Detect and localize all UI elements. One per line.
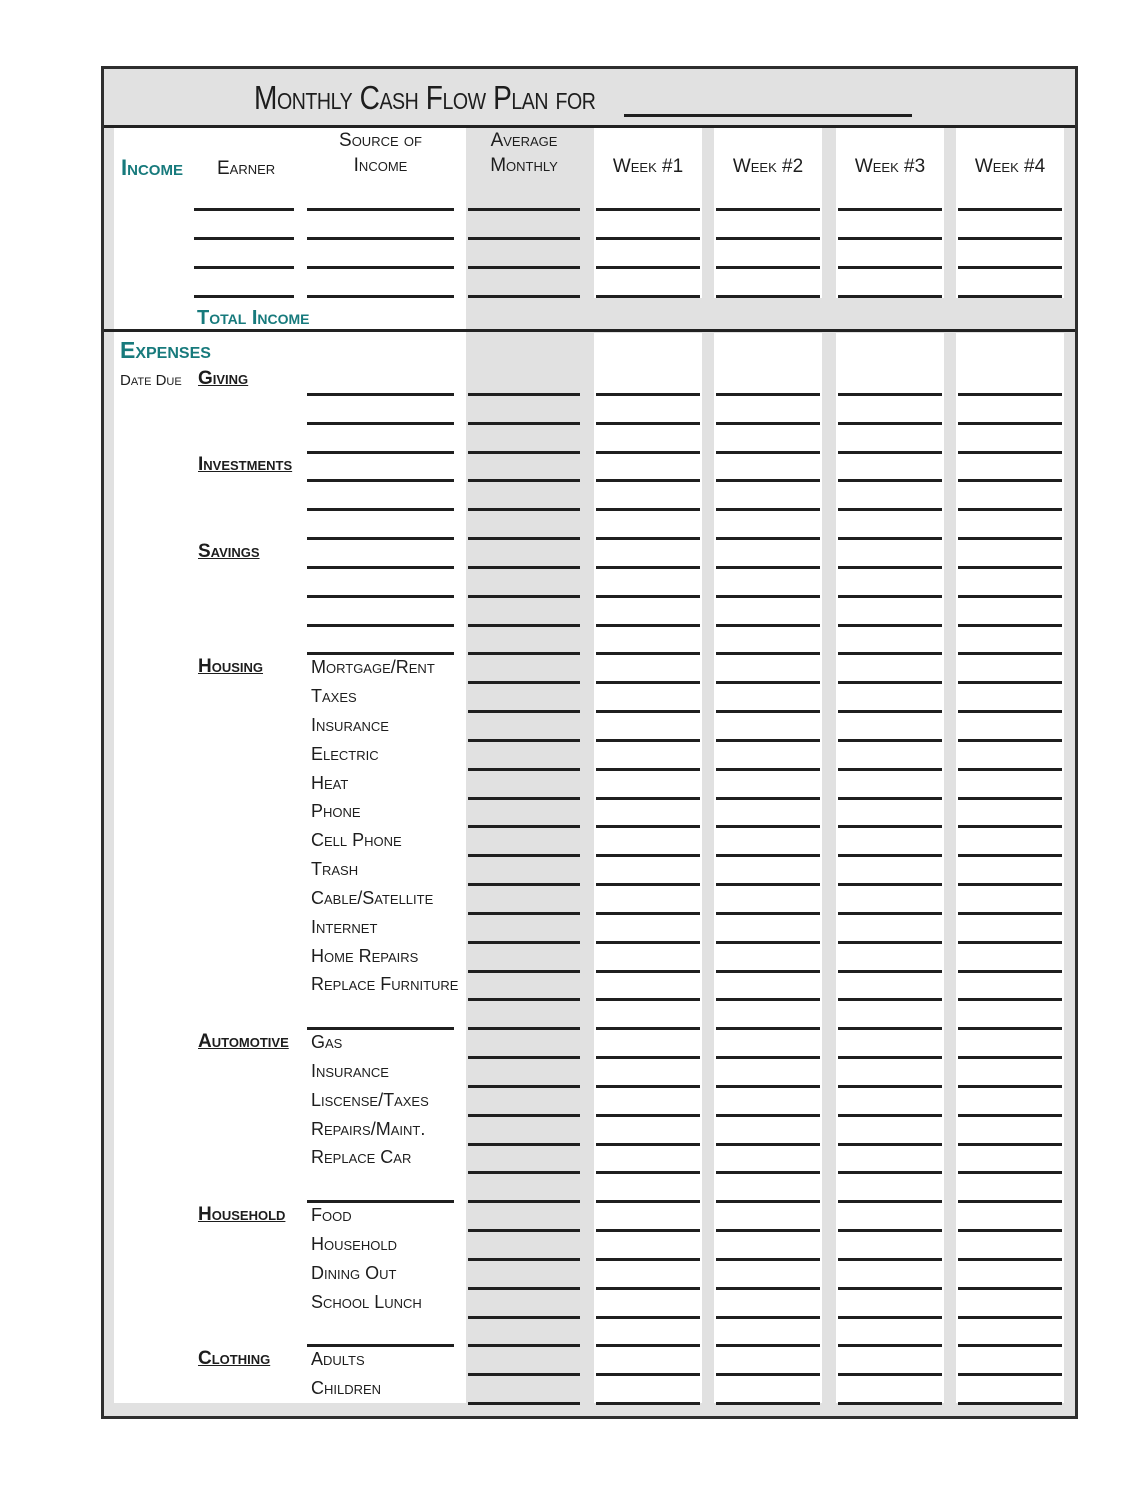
expense-week3-blank-line [838,422,942,425]
expense-item-label: Liscense/Taxes [311,1090,429,1110]
expense-week2-blank-line [716,624,820,627]
expense-week2-blank-line [716,422,820,425]
income-week3-blank-line [838,295,942,298]
expense-week4-blank-line [958,797,1062,800]
source-of-income-column-header [307,128,454,178]
income-week4-blank-line [958,208,1062,211]
expense-week2-blank-line [716,652,820,655]
expense-week3-blank-line [838,1258,942,1261]
expense-week1-blank-line [596,883,700,886]
expense-week1-blank-line [596,912,700,915]
expense-average-monthly-blank-line [468,1114,580,1117]
expense-item-label: Children [311,1378,382,1398]
week1-column-top [594,128,702,298]
expense-source-blank-line [307,1200,454,1203]
expense-week2-blank-line [716,1373,820,1376]
expense-average-monthly-blank-line [468,739,580,742]
expense-item-label: Cable/Satellite [311,888,434,908]
expense-week2-blank-line [716,393,820,396]
expense-week4-blank-line [958,681,1062,684]
expense-week4-blank-line [958,422,1062,425]
expense-average-monthly-blank-line [468,970,580,973]
expense-average-monthly-blank-line [468,768,580,771]
expense-week2-blank-line [716,1316,820,1319]
expense-week2-blank-line [716,1200,820,1203]
income-week3-blank-line [838,208,942,211]
expense-week1-blank-line [596,1171,700,1174]
expense-item-label: Cell Phone [311,830,402,850]
expense-week3-blank-line [838,1056,942,1059]
expense-week4-blank-line [958,624,1062,627]
expense-week2-blank-line [716,825,820,828]
expense-week2-blank-line [716,797,820,800]
expense-source-blank-line [307,652,454,655]
expense-week3-blank-line [838,998,942,1001]
expense-average-monthly-blank-line [468,566,580,569]
expense-week4-blank-line [958,883,1062,886]
cash-flow-worksheet [101,66,1078,1419]
expense-week1-blank-line [596,451,700,454]
expense-week1-blank-line [596,1085,700,1088]
expense-week2-blank-line [716,1114,820,1117]
week3-column-top [836,128,944,298]
expense-week4-blank-line [958,451,1062,454]
expense-item-label: Phone [311,801,361,821]
expense-week4-blank-line [958,825,1062,828]
expense-week4-blank-line [958,1056,1062,1059]
income-section-label: Income [121,155,183,180]
week3-column-header: Week #3 [854,156,926,177]
expense-item-label: Gas [311,1032,343,1052]
expense-week3-blank-line [838,537,942,540]
source-header-line2: Income [353,155,408,176]
expense-average-monthly-blank-line [468,912,580,915]
expense-week3-blank-line [838,1229,942,1232]
expense-week2-blank-line [716,1085,820,1088]
expense-item-label: School Lunch [311,1292,422,1312]
plan-name-blank-line [624,114,912,117]
expense-week2-blank-line [716,912,820,915]
expense-week3-blank-line [838,739,942,742]
expense-average-monthly-blank-line [468,595,580,598]
expense-week4-blank-line [958,854,1062,857]
week2-column-body [714,333,822,1403]
income-week1-blank-line [596,266,700,269]
expense-source-blank-line [307,508,454,511]
expense-average-monthly-blank-line [468,1373,580,1376]
expense-average-monthly-blank-line [468,681,580,684]
expense-week2-blank-line [716,566,820,569]
income-week4-blank-line [958,237,1062,240]
average-monthly-column-header [468,128,580,178]
expense-week3-blank-line [838,825,942,828]
expense-week3-blank-line [838,768,942,771]
week3-column-body [836,333,944,1403]
expense-week3-blank-line [838,797,942,800]
income-week2-blank-line [716,295,820,298]
expense-week4-blank-line [958,1143,1062,1146]
expense-category-savings: Savings [198,541,260,562]
income-week1-blank-line [596,237,700,240]
expense-week2-blank-line [716,768,820,771]
expense-item-label: Dining Out [311,1263,397,1283]
expense-source-blank-line [307,537,454,540]
expense-week4-blank-line [958,1344,1062,1347]
expense-week4-blank-line [958,710,1062,713]
expense-week2-blank-line [716,998,820,1001]
expense-week4-blank-line [958,1287,1062,1290]
expense-average-monthly-blank-line [468,1056,580,1059]
expense-week4-blank-line [958,1229,1062,1232]
expense-average-monthly-blank-line [468,508,580,511]
expense-week1-blank-line [596,681,700,684]
income-week2-blank-line [716,237,820,240]
expense-week1-blank-line [596,1143,700,1146]
expense-week4-blank-line [958,941,1062,944]
expense-average-monthly-blank-line [468,1200,580,1203]
expense-week4-blank-line [958,739,1062,742]
expense-source-blank-line [307,624,454,627]
expense-week3-blank-line [838,941,942,944]
expense-week2-blank-line [716,1143,820,1146]
expense-week3-blank-line [838,681,942,684]
expense-week1-blank-line [596,595,700,598]
expense-item-label: Replace Car [311,1147,412,1167]
expense-week1-blank-line [596,710,700,713]
expense-item-label: Mortgage/Rent [311,657,435,677]
expense-category-housing: Housing [198,656,264,677]
earner-column-header: Earner [217,158,276,179]
expense-week2-blank-line [716,451,820,454]
expense-week4-blank-line [958,912,1062,915]
expense-week3-blank-line [838,1027,942,1030]
expense-week3-blank-line [838,1287,942,1290]
expense-average-monthly-blank-line [468,825,580,828]
expense-week4-blank-line [958,1027,1062,1030]
expense-item-label: Adults [311,1349,365,1369]
expense-week3-blank-line [838,1402,942,1405]
expense-source-blank-line [307,393,454,396]
expense-week2-blank-line [716,710,820,713]
income-source-blank-line [307,237,454,240]
expense-week1-blank-line [596,1027,700,1030]
income-average-monthly-blank-line [468,295,580,298]
income-week2-blank-line [716,266,820,269]
expense-item-label: Household [311,1234,397,1254]
expense-week2-blank-line [716,508,820,511]
income-week1-blank-line [596,208,700,211]
income-week4-blank-line [958,295,1062,298]
expense-week1-blank-line [596,422,700,425]
expense-week2-blank-line [716,739,820,742]
expense-average-monthly-blank-line [468,1171,580,1174]
expense-week2-blank-line [716,1027,820,1030]
expense-item-label: Insurance [311,715,389,735]
income-week4-blank-line [958,266,1062,269]
expense-week2-blank-line [716,1056,820,1059]
expense-week1-blank-line [596,479,700,482]
expense-week4-blank-line [958,652,1062,655]
expense-average-monthly-blank-line [468,422,580,425]
expense-category-investments: Investments [198,454,293,475]
expense-week1-blank-line [596,739,700,742]
expense-average-monthly-blank-line [468,710,580,713]
expense-source-blank-line [307,1027,454,1030]
expense-week1-blank-line [596,652,700,655]
expense-week1-blank-line [596,1402,700,1405]
average-header-line2: Monthly [490,155,558,176]
expense-week1-blank-line [596,1316,700,1319]
expense-average-monthly-blank-line [468,1402,580,1405]
expense-week1-blank-line [596,1373,700,1376]
expense-week3-blank-line [838,1316,942,1319]
expense-week3-blank-line [838,451,942,454]
expense-week1-blank-line [596,1344,700,1347]
expense-source-blank-line [307,479,454,482]
expense-week4-blank-line [958,1316,1062,1319]
expense-week2-blank-line [716,1258,820,1261]
expense-week1-blank-line [596,566,700,569]
income-source-blank-line [307,266,454,269]
expense-average-monthly-blank-line [468,1316,580,1319]
date-due-label: Date Due [120,372,182,389]
header-rule [104,125,1075,128]
expense-item-label: Repairs/Maint. [311,1119,426,1139]
expense-week1-blank-line [596,825,700,828]
expense-week3-blank-line [838,595,942,598]
expense-item-label: Trash [311,859,359,879]
expense-week4-blank-line [958,1171,1062,1174]
expense-week2-blank-line [716,1229,820,1232]
expense-average-monthly-blank-line [468,393,580,396]
expense-source-blank-line [307,451,454,454]
expense-week1-blank-line [596,1258,700,1261]
page-title: Monthly Cash Flow Plan for [254,79,596,116]
expense-average-monthly-blank-line [468,652,580,655]
expense-week2-blank-line [716,941,820,944]
expenses-section-label: Expenses [120,337,211,363]
expense-week2-blank-line [716,1287,820,1290]
expense-item-label: Home Repairs [311,946,419,966]
income-week3-blank-line [838,237,942,240]
expense-week4-blank-line [958,1373,1062,1376]
income-earner-blank-line [194,208,294,211]
expense-average-monthly-blank-line [468,1229,580,1232]
expense-item-label: Electric [311,744,379,764]
expense-average-monthly-blank-line [468,624,580,627]
expense-average-monthly-blank-line [468,883,580,886]
expense-week3-blank-line [838,854,942,857]
expense-average-monthly-blank-line [468,1287,580,1290]
expense-average-monthly-blank-line [468,854,580,857]
week2-column-top [714,128,822,298]
income-week1-blank-line [596,295,700,298]
income-earner-blank-line [194,295,294,298]
expense-category-clothing: Clothing [198,1348,271,1369]
expense-item-label: Replace Furniture [311,974,459,994]
expense-category-giving: Giving [198,368,249,389]
expense-week1-blank-line [596,1287,700,1290]
expense-week1-blank-line [596,970,700,973]
expense-source-blank-line [307,1344,454,1347]
expense-week3-blank-line [838,624,942,627]
expense-week3-blank-line [838,883,942,886]
expense-week3-blank-line [838,1143,942,1146]
expense-category-household: Household [198,1204,286,1225]
expense-week1-blank-line [596,1056,700,1059]
expense-average-monthly-blank-line [468,1143,580,1146]
expense-week2-blank-line [716,479,820,482]
expense-week4-blank-line [958,1402,1062,1405]
expense-week1-blank-line [596,1200,700,1203]
expense-week1-blank-line [596,624,700,627]
expense-week1-blank-line [596,393,700,396]
expense-average-monthly-blank-line [468,1258,580,1261]
expense-week1-blank-line [596,941,700,944]
average-header-line1: Average [490,130,558,151]
expense-week1-blank-line [596,797,700,800]
expense-week3-blank-line [838,912,942,915]
week1-column-header: Week #1 [612,156,684,177]
expense-week3-blank-line [838,1171,942,1174]
expense-week1-blank-line [596,768,700,771]
expense-week4-blank-line [958,1114,1062,1117]
expense-week4-blank-line [958,479,1062,482]
expense-source-blank-line [307,595,454,598]
expense-week2-blank-line [716,537,820,540]
expense-category-automotive: Automotive [198,1031,289,1052]
expense-week2-blank-line [716,1344,820,1347]
income-average-monthly-blank-line [468,266,580,269]
week4-column-top [956,128,1064,298]
total-income-label: Total Income [197,307,310,329]
expense-week4-blank-line [958,508,1062,511]
expense-item-label: Internet [311,917,378,937]
expense-week3-blank-line [838,393,942,396]
expense-week3-blank-line [838,566,942,569]
expense-item-label: Heat [311,773,349,793]
income-week2-blank-line [716,208,820,211]
expense-week4-blank-line [958,1200,1062,1203]
week4-column-header: Week #4 [974,156,1046,177]
expense-item-label: Insurance [311,1061,389,1081]
source-header-line1: Source of [339,130,422,151]
expense-average-monthly-blank-line [468,797,580,800]
expense-week2-blank-line [716,1402,820,1405]
expense-week2-blank-line [716,595,820,598]
income-earner-blank-line [194,237,294,240]
expense-week3-blank-line [838,1373,942,1376]
expense-week4-blank-line [958,1258,1062,1261]
expense-week2-blank-line [716,854,820,857]
expense-average-monthly-blank-line [468,1085,580,1088]
expense-week4-blank-line [958,1085,1062,1088]
expense-week4-blank-line [958,566,1062,569]
expense-average-monthly-blank-line [468,537,580,540]
income-average-monthly-blank-line [468,237,580,240]
expense-week4-blank-line [958,970,1062,973]
expense-item-label: Taxes [311,686,357,706]
income-week3-blank-line [838,266,942,269]
expense-week4-blank-line [958,537,1062,540]
expense-week1-blank-line [596,508,700,511]
expense-source-blank-line [307,422,454,425]
expense-average-monthly-blank-line [468,1027,580,1030]
expense-week4-blank-line [958,768,1062,771]
week1-column-body [594,333,702,1403]
expense-average-monthly-blank-line [468,451,580,454]
income-earner-blank-line [194,266,294,269]
expense-week3-blank-line [838,479,942,482]
expense-week3-blank-line [838,710,942,713]
expense-average-monthly-blank-line [468,479,580,482]
expense-week3-blank-line [838,508,942,511]
expense-week4-blank-line [958,595,1062,598]
expense-average-monthly-blank-line [468,941,580,944]
expense-week2-blank-line [716,883,820,886]
expense-week1-blank-line [596,998,700,1001]
week2-column-header: Week #2 [732,156,804,177]
expense-week3-blank-line [838,970,942,973]
expense-week2-blank-line [716,681,820,684]
expense-week3-blank-line [838,1200,942,1203]
expense-week3-blank-line [838,1344,942,1347]
expense-week1-blank-line [596,1229,700,1232]
expense-average-monthly-blank-line [468,998,580,1001]
income-average-monthly-blank-line [468,208,580,211]
income-source-blank-line [307,208,454,211]
expense-week3-blank-line [838,1114,942,1117]
expense-average-monthly-blank-line [468,1344,580,1347]
expense-week1-blank-line [596,854,700,857]
income-source-blank-line [307,295,454,298]
expense-week2-blank-line [716,1171,820,1174]
expense-week1-blank-line [596,537,700,540]
expense-week3-blank-line [838,1085,942,1088]
expense-week4-blank-line [958,393,1062,396]
week4-column-body [956,333,1064,1403]
expense-week3-blank-line [838,652,942,655]
expense-week2-blank-line [716,970,820,973]
expense-week1-blank-line [596,1114,700,1117]
expense-week4-blank-line [958,998,1062,1001]
expense-item-label: Food [311,1205,352,1225]
expense-source-blank-line [307,566,454,569]
